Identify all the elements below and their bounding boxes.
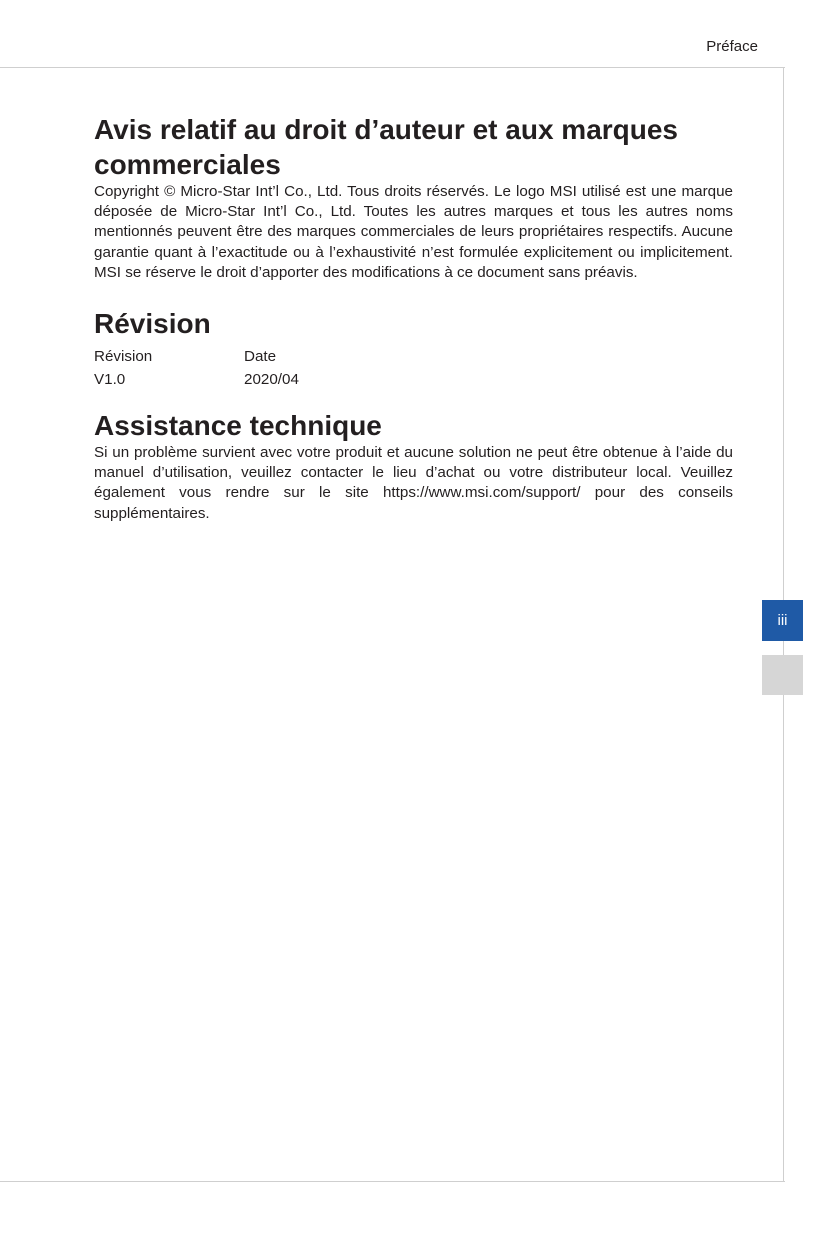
support-heading: Assistance technique <box>94 410 382 442</box>
revision-table-header <box>94 345 733 368</box>
bottom-divider <box>0 1181 785 1182</box>
revision-heading: Révision <box>94 308 211 340</box>
date-column-header: Date <box>244 348 277 366</box>
secondary-tab <box>762 655 803 695</box>
revision-value: V1.0 <box>94 371 126 389</box>
support-paragraph: Si un problème survient avec votre produit et aucune solution ne peut être obtenue à l’aide du manuel d’utilisation, veuillez contacter le lieu d’achat ou votre distributeur local. Veuillez également vous rendre sur le site https://www.msi.com/support/ pour des conseils supplémentaires. <box>94 444 733 522</box>
page-content <box>94 110 733 524</box>
page-number: iii <box>777 612 788 629</box>
date-value: 2020/04 <box>244 371 299 389</box>
top-divider <box>0 67 785 68</box>
revision-table-row <box>94 368 733 391</box>
revision-column-header: Révision <box>94 348 153 366</box>
copyright-heading: Avis relatif au droit d’auteur et aux marques commerciales <box>94 114 679 180</box>
revision-table <box>94 345 733 391</box>
copyright-paragraph: Copyright © Micro-Star Int’l Co., Ltd. Tous droits réservés. Le logo MSI utilisé est une marque déposée de Micro-Star Int’l Co., Ltd. Toutes les autres marques et tous les autres noms mentionnés peuvent être des marques commerciales de leurs propriétaires respectifs. Aucune garantie quant à l’exactitude ou à l’exhaustivité n’est formulée explicitement ou implicitement. MSI se réserve le droit d’apporter des modifications à ce document sans préavis. <box>94 183 733 281</box>
page-number-tab <box>762 600 803 641</box>
section-header-label: Préface <box>706 38 758 55</box>
